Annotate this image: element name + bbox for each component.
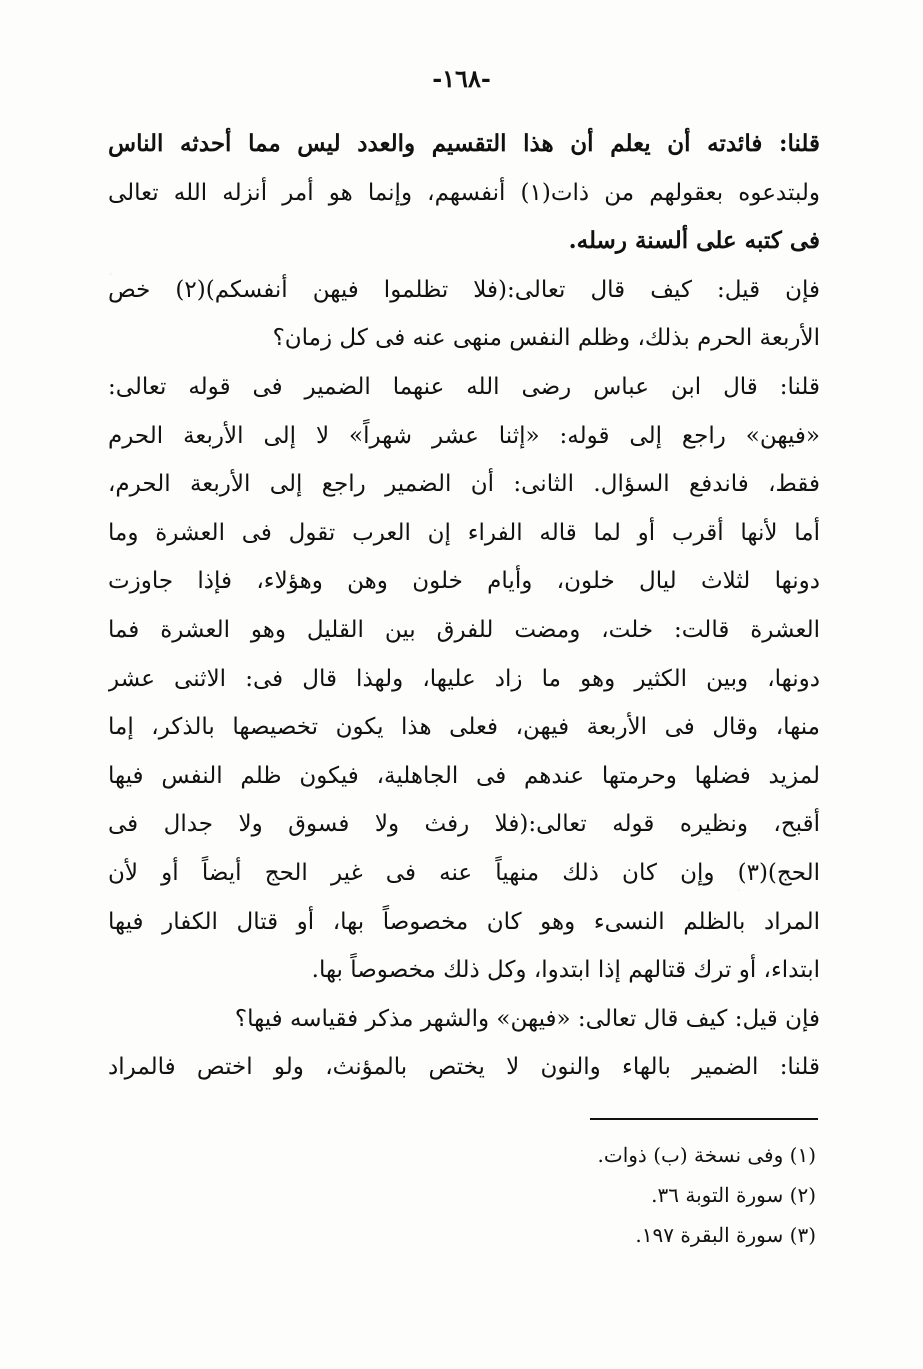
text-line: ولبتدعوه بعقولهم من ذات(١) أنفسهم، وإنما هو أمر أنزله الله تعالى xyxy=(108,179,820,206)
text-line: قلنا: الضمير بالهاء والنون لا يختص بالمؤنث، ولو اختص فالمراد xyxy=(108,1054,820,1081)
text-line: فقط، فاندفع السؤال. الثانى: أن الضمير راجع إلى الأربعة الحرم، xyxy=(108,471,820,498)
footnotes xyxy=(300,1135,816,1255)
text-line: ابتداء، أو ترك قتالهم إذا ابتدوا، وكل ذلك مخصوصاً بها. xyxy=(311,957,820,984)
footnote-divider xyxy=(590,1118,818,1120)
footnote-item: (٣) سورة البقرة ١٩٧. xyxy=(635,1223,816,1247)
text-line: دونها لثلاث ليال خلون، وأيام خلون وهن وهؤلاء، فإذا جاوزت xyxy=(108,568,820,595)
footnote-item: (٢) سورة التوبة ٣٦. xyxy=(651,1183,816,1207)
text-line: فإن قيل: كيف قال تعالى:(فلا تظلموا فيهن أنفسكم)(٢) خص xyxy=(108,276,820,303)
text-line: المراد بالظلم النسىء وهو كان مخصوصاً بها، أو قتال الكفار فيها xyxy=(108,908,820,935)
text-line: الحج)(٣) وإن كان ذلك منهياً عنه فى غير الحج أيضاً أو لأن xyxy=(108,859,820,886)
text-line: «فيهن» راجع إلى قوله: «إثنا عشر شهراً» لا إلى الأربعة الحرم xyxy=(108,422,820,449)
text-line: دونها، وبين الكثير وهو ما زاد عليها، ولهذا قال فى: الاثنى عشر xyxy=(108,665,820,692)
page-number: -١٦٨- xyxy=(432,64,491,93)
text-line: الأربعة الحرم بذلك، وظلم النفس منهى عنه فى كل زمان؟ xyxy=(272,325,820,352)
text-line: فى كتبه على ألسنة رسله. xyxy=(568,227,820,255)
footnote-item: (١) وفى نسخة (ب) ذوات. xyxy=(597,1143,816,1167)
text-line: قلنا: فائدته أن يعلم أن هذا التقسيم والعدد ليس مما أحدثه الناس xyxy=(108,130,820,157)
text-line: لمزيد فضلها وحرمتها عندهم فى الجاهلية، فيكون ظلم النفس فيها xyxy=(108,762,820,789)
text-line: منها، وقال فى الأربعة فيهن، فعلى هذا يكون تخصيصها بالذكر، إما xyxy=(108,714,820,741)
text-line: العشرة قالت: خلت، ومضت للفرق بين القليل وهو العشرة فما xyxy=(108,616,820,643)
text-line: فإن قيل: كيف قال تعالى: «فيهن» والشهر مذكر فقياسه فيها؟ xyxy=(234,1005,820,1032)
text-line: أما لأنها أقرب أو لما قاله الفراء إن العرب تقول فى العشرة وما xyxy=(108,519,820,546)
body-text xyxy=(108,120,820,1092)
text-line: أقبح، ونظيره قوله تعالى:(فلا رفث ولا فسوق ولا جدال فى xyxy=(108,811,820,838)
text-line: قلنا: قال ابن عباس رضى الله عنهما الضمير فى قوله تعالى: xyxy=(108,373,820,400)
